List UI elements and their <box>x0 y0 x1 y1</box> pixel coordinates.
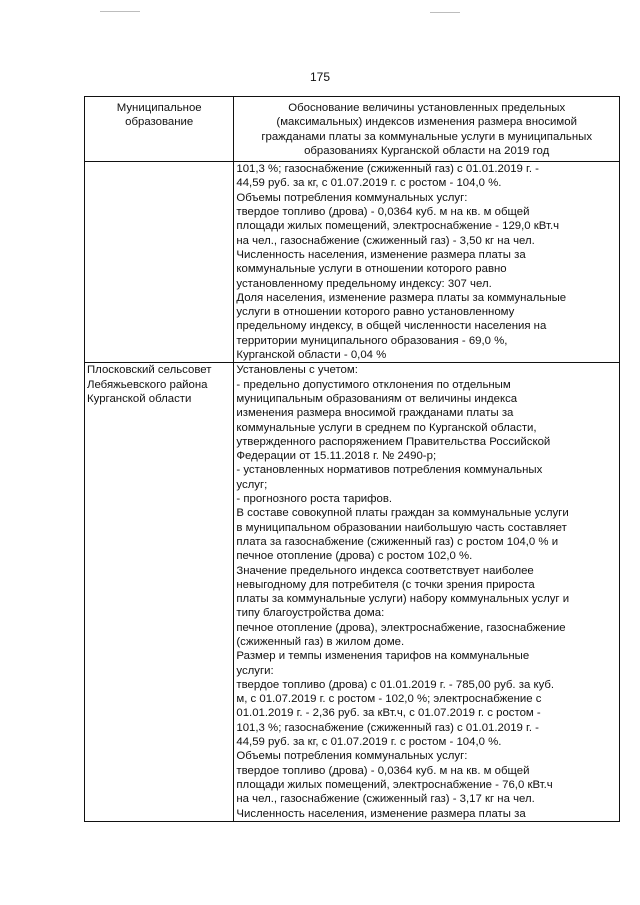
text-line: образованиях Курганской области на 2019 год <box>304 144 550 157</box>
text-line: твердое топливо (дрова) - 0,0364 куб. м на кв. м общей <box>236 764 530 777</box>
text-line: Объемы потребления коммунальных услуг: <box>236 750 468 763</box>
justification-text <box>236 363 617 821</box>
text-line: гражданами платы за коммунальные услуги в муниципальных <box>261 130 593 143</box>
text-line: печное отопление (дрова), электроснабжение, газоснабжение <box>236 621 566 634</box>
municipality-cell <box>85 363 234 822</box>
text-line: Доля населения, изменение размера платы за коммунальные <box>236 291 567 304</box>
text-line: 44,59 руб. за кг, с 01.07.2019 г. с ростом - 104,0 %. <box>236 736 502 749</box>
justification-cell <box>234 162 620 363</box>
header-municipality-cell <box>85 97 234 162</box>
justification-table <box>84 96 620 822</box>
text-line: Численность населения, изменение размера платы за <box>236 248 526 261</box>
text-line: территории муниципального образования - 69,0 %, <box>236 334 508 347</box>
text-line: типу благоустройства дома: <box>236 607 385 620</box>
header-justification-cell <box>234 97 620 162</box>
text-line: (сжиженный газ) в жилом доме. <box>236 635 405 648</box>
text-line: м, с 01.07.2019 г. с ростом - 102,0 %; электроснабжение с <box>236 693 542 706</box>
text-line: В составе совокупной платы граждан за коммунальные услуги <box>236 507 569 520</box>
text-line: Плосковский сельсовет <box>87 364 212 377</box>
justification-cell <box>234 363 620 822</box>
text-line: в муниципальном образовании наибольшую часть составляет <box>236 521 567 534</box>
text-line: услуг; <box>236 478 268 491</box>
text-line: Значение предельного индекса соответствует наиболее <box>236 564 534 577</box>
table-row <box>85 162 620 363</box>
text-line: образование <box>125 116 194 129</box>
text-line: коммунальные услуги в среднем по Курганской области, <box>236 421 537 434</box>
header-municipality-text <box>87 101 231 130</box>
text-line: Муниципальное <box>116 102 202 114</box>
scan-noise-top-right <box>430 12 460 13</box>
text-line: - прогнозного роста тарифов. <box>236 493 393 506</box>
text-line: плата за газоснабжение (сжиженный газ) с ростом 104,0 % и <box>236 535 559 548</box>
text-line: Курганской области <box>87 392 192 405</box>
text-line: установленному предельному индексу: 307 чел. <box>236 277 492 290</box>
text-line: Установлены с учетом: <box>236 364 358 377</box>
header-justification-text <box>236 101 617 158</box>
text-line: изменения размера вносимой гражданами платы за <box>236 407 514 420</box>
text-line: Федерации от 15.11.2018 г. № 2490-р; <box>236 450 437 463</box>
text-line: площади жилых помещений, электроснабжение - 129,0 кВт.ч <box>236 220 560 233</box>
municipality-cell <box>85 162 234 363</box>
text-line: площади жилых помещений, электроснабжение - 76,0 кВт.ч <box>236 778 553 791</box>
table-row <box>85 363 620 822</box>
text-line: Курганской области - 0,04 % <box>236 349 387 362</box>
text-line: услуги: <box>236 664 274 677</box>
text-line: предельному индексу, в общей численности населения на <box>236 320 547 333</box>
text-line: 01.01.2019 г. - 2,36 руб. за кВт.ч, с 01.07.2019 г. с ростом - <box>236 707 541 720</box>
text-line: - предельно допустимого отклонения по отдельным <box>236 378 511 391</box>
text-line: Объемы потребления коммунальных услуг: <box>236 191 468 204</box>
text-line: Численность населения, изменение размера платы за <box>236 807 526 820</box>
municipality-text <box>87 363 231 406</box>
table-header-row <box>85 97 620 162</box>
text-line: 101,3 %; газоснабжение (сжиженный газ) с 01.01.2019 г. - <box>236 721 539 734</box>
text-line: Размер и темпы изменения тарифов на коммунальные <box>236 650 530 663</box>
text-line: утвержденного распоряжением Правительства Российской <box>236 435 551 448</box>
text-line: твердое топливо (дрова) - 0,0364 куб. м на кв. м общей <box>236 206 530 219</box>
text-line: 101,3 %; газоснабжение (сжиженный газ) с 01.01.2019 г. - <box>236 163 539 176</box>
text-line: на чел., газоснабжение (сжиженный газ) - 3,50 кг на чел. <box>236 234 535 247</box>
text-line: невыгодному для потребителя (с точки зрения прироста <box>236 578 535 591</box>
text-line: платы за коммунальные услуги) набору коммунальных услуг и <box>236 593 570 606</box>
text-line: Обоснование величины установленных предельных <box>288 102 566 114</box>
text-line: печное отопление (дрова) с ростом 102,0 %. <box>236 550 473 563</box>
text-line: на чел., газоснабжение (сжиженный газ) - 3,17 кг на чел. <box>236 793 535 806</box>
text-line: Лебяжьевского района <box>87 378 208 391</box>
text-line: - установленных нормативов потребления коммунальных <box>236 464 543 477</box>
text-line: твердое топливо (дрова) с 01.01.2019 г. - 785,00 руб. за куб. <box>236 678 555 691</box>
text-line: услуги в отношении которого равно установленному <box>236 306 515 319</box>
page-number: 175 <box>309 70 331 84</box>
text-line: коммунальные услуги в отношении которого равно <box>236 263 507 276</box>
text-line: муниципальным образованиям от величины индекса <box>236 392 518 405</box>
scan-noise-top-left <box>100 11 140 12</box>
justification-text <box>236 162 617 362</box>
text-line: 44,59 руб. за кг, с 01.07.2019 г. с ростом - 104,0 %. <box>236 177 502 190</box>
text-line: (максимальных) индексов изменения размера вносимой <box>276 116 577 129</box>
